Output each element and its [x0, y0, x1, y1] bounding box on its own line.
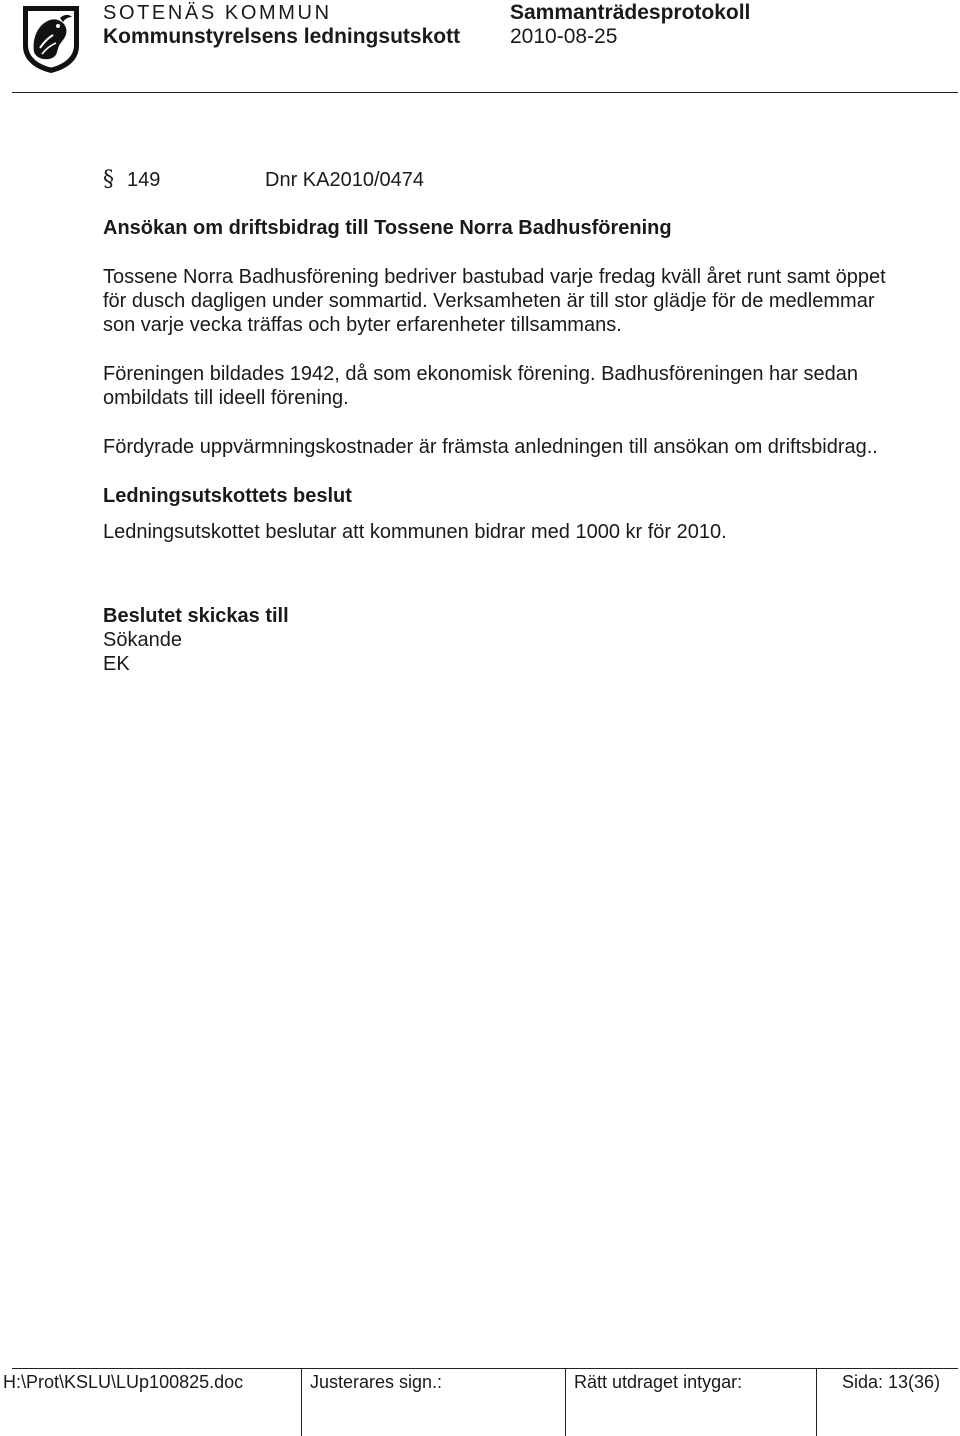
item-number: 149 [127, 169, 161, 191]
committee-name: Kommunstyrelsens ledningsutskott [103, 25, 461, 48]
document-body [103, 216, 903, 676]
body-paragraph: Fördyrade uppvärmningskostnader är främsta anledningen till ansökan om driftsbidrag.. [103, 436, 878, 458]
footer-sign-label: Justerares sign.: [301, 1369, 442, 1436]
footer-page-number: Sida: 13(36) [816, 1369, 940, 1436]
meeting-date: 2010-08-25 [510, 25, 618, 48]
body-paragraph: Föreningen bildades 1942, då som ekonomisk förening. Badhusföreningen har sedan ombildats till ideell förening. [103, 363, 858, 409]
section-mark: § [103, 167, 114, 192]
reference-number: Dnr KA2010/0474 [265, 169, 425, 191]
decision-heading: Ledningsutskottets beslut [103, 485, 352, 507]
footer-file-path: H:\Prot\KSLU\LUp100825.doc [3, 1372, 244, 1392]
body-paragraph: Tossene Norra Badhusförening bedriver bastubad varje fredag kväll året runt samt öppet för dusch dagligen under sommartid. Verksamheten är till stor glädje för de medlemmar son varje vecka träffas och byter erfarenheter tillsammans. [103, 266, 886, 336]
recipient: Sökande [103, 629, 182, 651]
document-type: Sammanträdesprotokoll [510, 1, 751, 24]
page-footer [3, 1368, 958, 1434]
municipality-coat-of-arms [20, 4, 82, 74]
decision-text: Ledningsutskottet beslutar att kommunen bidrar med 1000 kr för 2010. [103, 521, 727, 543]
header-divider [12, 92, 958, 93]
recipient: EK [103, 653, 130, 675]
organization-name: SOTENÄS KOMMUN [103, 2, 332, 24]
item-title: Ansökan om driftsbidrag till Tossene Norra Badhusförening [103, 217, 672, 239]
footer-certified-label: Rätt utdraget intygar: [565, 1369, 742, 1436]
distribution-heading: Beslutet skickas till [103, 605, 289, 627]
